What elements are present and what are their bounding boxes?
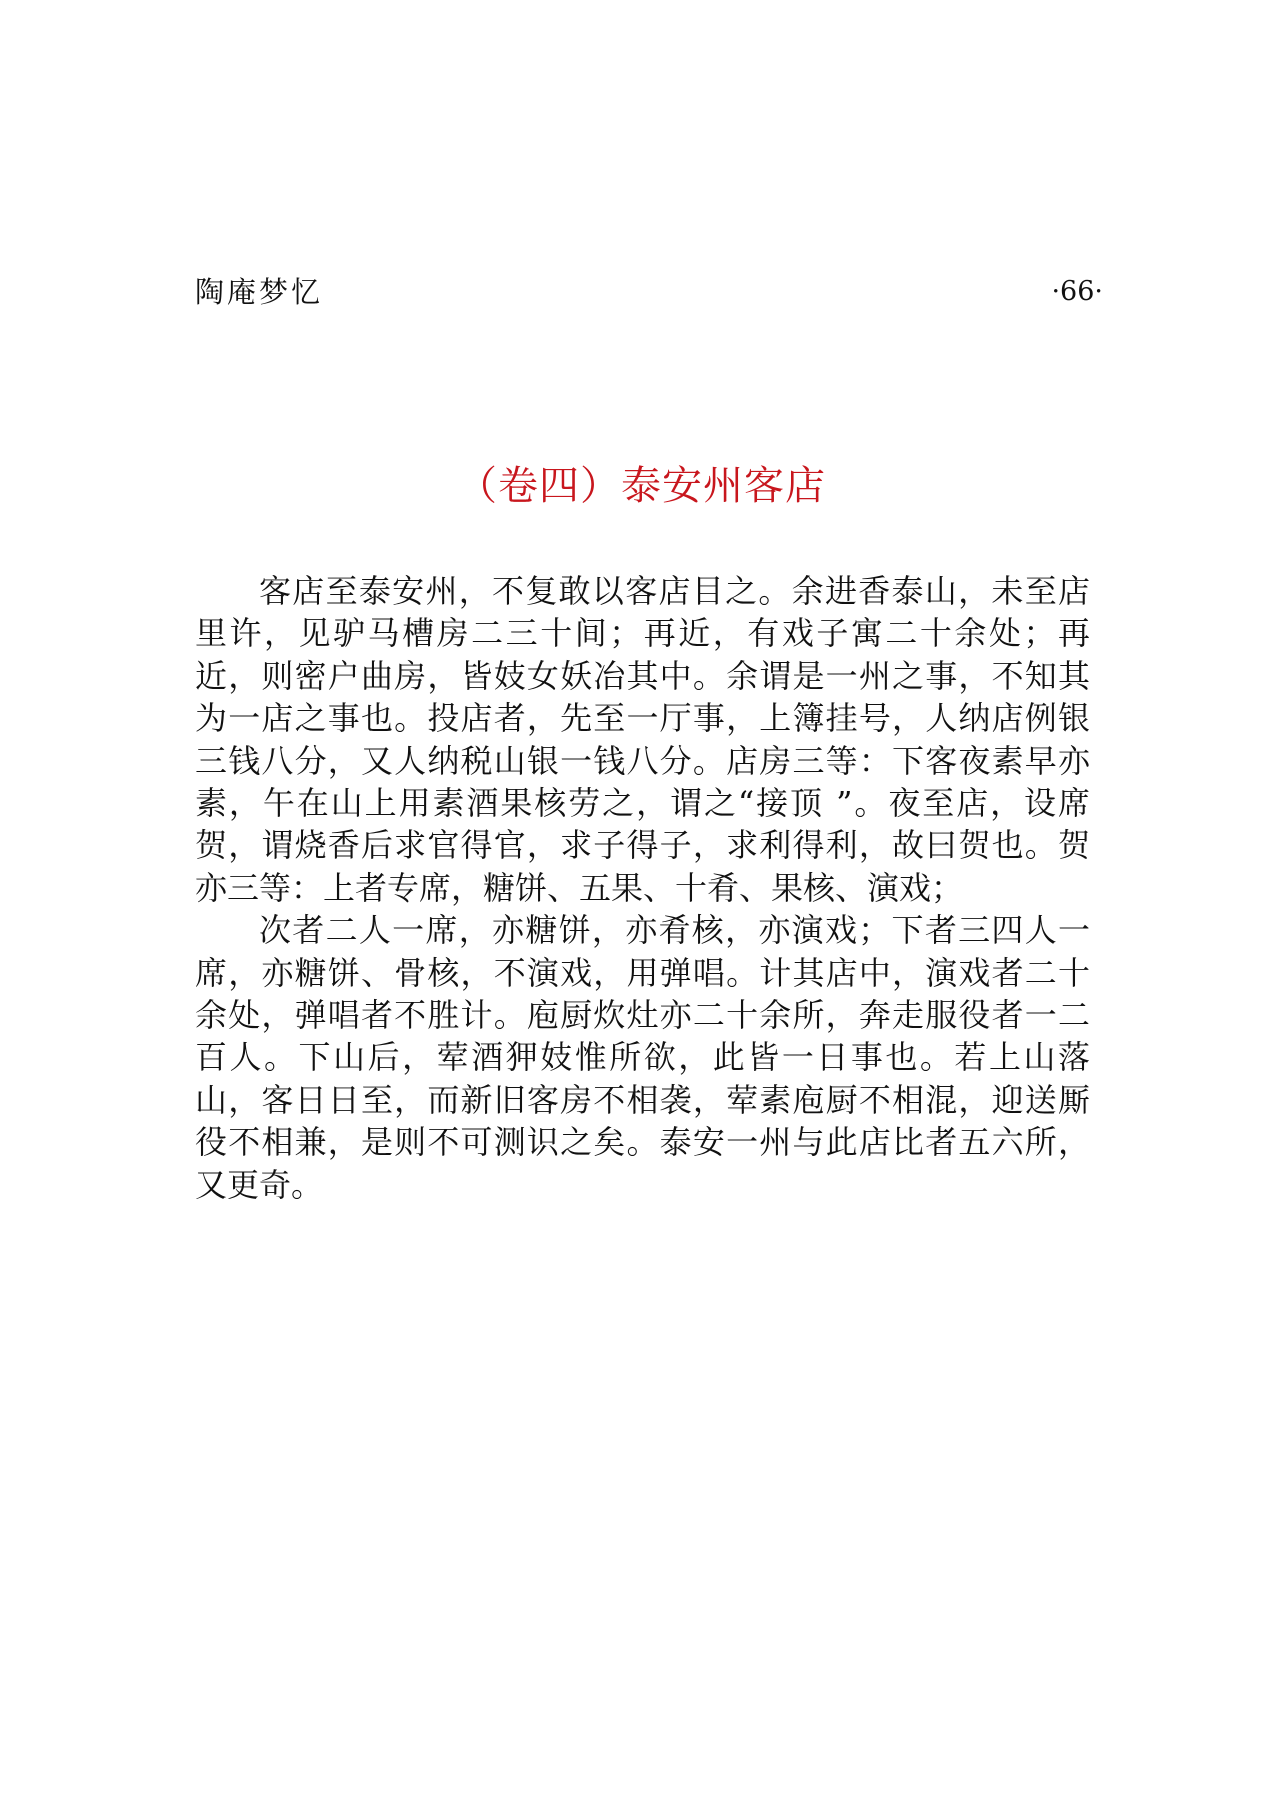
book-title: 陶庵梦忆 (195, 275, 324, 309)
body-text (195, 570, 1090, 1206)
running-header (195, 270, 1103, 314)
paragraph: 客店至泰安州，不复敢以客店目之。余进香泰山，未至店里许，见驴马槽房二三十间；再近，有戏子寓二十余处；再近，则密户曲房，皆妓女妖冶其中。余谓是一州之事，不知其为一店之事也。投店者，先至一厅事，上簿挂号，人纳店例银三钱八分，又人纳税山银一钱八分。店房三等：下客夜素早亦素，午在山上用素酒果核劳之，谓之“接顶 ”。夜至店，设席贺，谓烧香后求官得官，求子得子，求利得利，故曰贺也。贺亦三等：上者专席，糖饼、五果、十肴、果核、演戏； (195, 572, 1090, 907)
paragraph: 次者二人一席，亦糖饼，亦肴核，亦演戏；下者三四人一席，亦糖饼、骨核，不演戏，用弹唱。计其店中，演戏者二十余处，弹唱者不胜计。庖厨炊灶亦二十余所，奔走服役者一二百人。下山后，荤酒狎妓惟所欲，此皆一日事也。若上山落山，客日日至，而新旧客房不相袭，荤素庖厨不相混，迎送厮役不相兼，是则不可测识之矣。泰安一州与此店比者五六所，又更奇。 (195, 911, 1090, 1204)
page-number: ·66· (1051, 276, 1103, 307)
chapter-title: （卷四）泰安州客店 (457, 463, 826, 509)
